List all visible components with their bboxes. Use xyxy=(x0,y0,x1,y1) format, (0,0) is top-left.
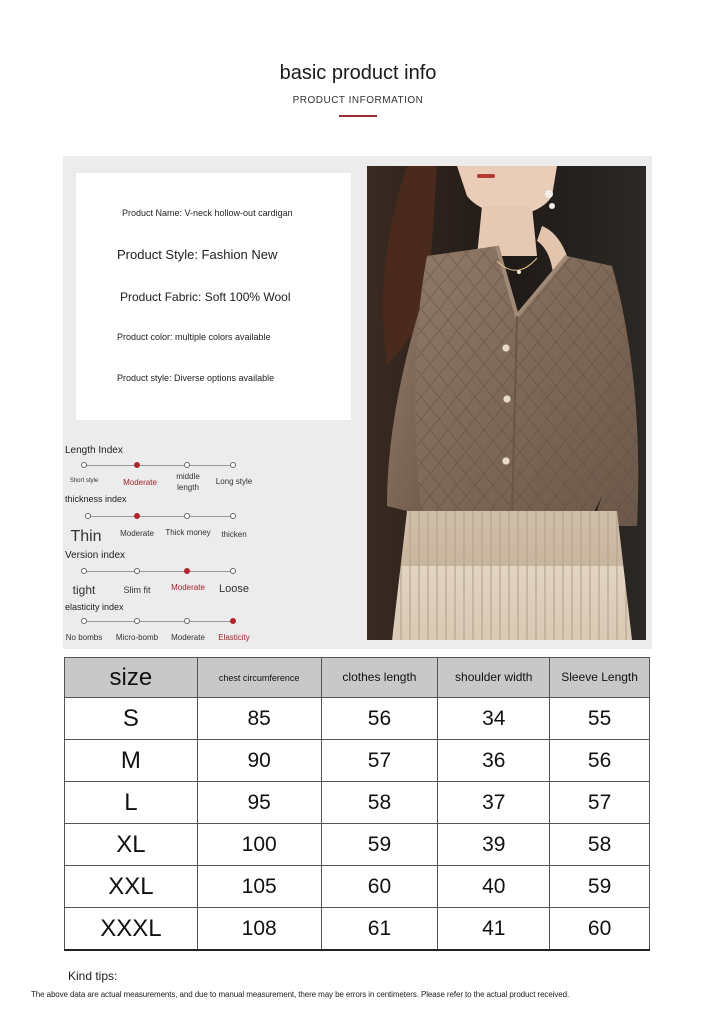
version-dot-4 xyxy=(230,568,236,574)
table-row xyxy=(65,740,650,782)
info-card xyxy=(76,173,351,420)
kind-tips-text: The above data are actual measurements, and due to manual measurement, there may be errors in centimeters. Please refer to the actual product received. xyxy=(31,990,570,999)
length-option-middle: middle length xyxy=(176,472,200,492)
elasticity-option-none: No bombs xyxy=(65,633,103,642)
elasticity-dot-2 xyxy=(134,618,140,624)
version-index-track xyxy=(84,571,233,572)
size-cell: L xyxy=(65,782,198,824)
header-sleeve-length: Sleeve Length xyxy=(550,658,650,698)
shoulder-cell: 39 xyxy=(438,824,550,866)
header-shoulder-width: shoulder width xyxy=(438,658,550,698)
version-dot-1 xyxy=(81,568,87,574)
length-cell: 58 xyxy=(321,782,438,824)
sleeve-cell: 55 xyxy=(550,698,650,740)
thickness-dot-1 xyxy=(85,513,91,519)
sleeve-cell: 58 xyxy=(550,824,650,866)
header-clothes-length: clothes length xyxy=(321,658,438,698)
chest-cell: 95 xyxy=(197,782,321,824)
shoulder-cell: 37 xyxy=(438,782,550,824)
size-cell: XXL xyxy=(65,866,198,908)
version-index-label: Version index xyxy=(65,550,126,561)
elasticity-option-elasticity: Elasticity xyxy=(218,633,250,642)
elasticity-option-moderate: Moderate xyxy=(171,633,205,642)
length-option-long: Long style xyxy=(215,477,253,486)
version-option-slim: Slim fit xyxy=(123,585,151,595)
version-dot-2 xyxy=(134,568,140,574)
length-index-label: Length Index xyxy=(65,445,123,456)
length-cell: 59 xyxy=(321,824,438,866)
shoulder-cell: 40 xyxy=(438,866,550,908)
elasticity-dot-4 xyxy=(230,618,236,624)
length-index-track xyxy=(84,465,233,466)
size-cell: M xyxy=(65,740,198,782)
sleeve-cell: 60 xyxy=(550,908,650,951)
length-cell: 61 xyxy=(321,908,438,951)
shoulder-cell: 34 xyxy=(438,698,550,740)
version-option-loose: Loose xyxy=(219,583,249,595)
sleeve-cell: 59 xyxy=(550,866,650,908)
version-option-moderate: Moderate xyxy=(171,583,205,592)
product-photo xyxy=(367,166,646,640)
length-option-moderate: Moderate xyxy=(123,478,157,487)
thickness-option-moderate: Moderate xyxy=(120,529,154,538)
page-subtitle: PRODUCT INFORMATION xyxy=(292,95,424,106)
elasticity-index-label: elasticity index xyxy=(65,602,124,612)
length-cell: 60 xyxy=(321,866,438,908)
thickness-option-thicken: thicken xyxy=(221,530,247,539)
chest-cell: 100 xyxy=(197,824,321,866)
length-dot-4 xyxy=(230,462,236,468)
thickness-dot-2 xyxy=(134,513,140,519)
elasticity-option-micro: Micro-bomb xyxy=(115,633,159,642)
chest-cell: 108 xyxy=(197,908,321,951)
kind-tips-title: Kind tips: xyxy=(68,969,118,983)
thickness-dot-4 xyxy=(230,513,236,519)
length-dot-1 xyxy=(81,462,87,468)
table-row xyxy=(65,782,650,824)
table-row xyxy=(65,698,650,740)
size-chart-table xyxy=(64,657,650,951)
length-dot-3 xyxy=(184,462,190,468)
thickness-option-thin: Thin xyxy=(70,528,102,545)
chest-cell: 105 xyxy=(197,866,321,908)
length-cell: 56 xyxy=(321,698,438,740)
header-size: size xyxy=(65,658,198,698)
product-name: Product Name: V-neck hollow-out cardigan xyxy=(122,208,293,218)
product-style-options: Product style: Diverse options available xyxy=(117,373,275,383)
size-cell: S xyxy=(65,698,198,740)
elasticity-index-track xyxy=(84,621,233,622)
table-row xyxy=(65,866,650,908)
product-fabric: Product Fabric: Soft 100% Wool xyxy=(120,290,291,304)
shoulder-cell: 36 xyxy=(438,740,550,782)
product-style: Product Style: Fashion New xyxy=(117,247,278,262)
thickness-index-track xyxy=(88,516,233,517)
length-cell: 57 xyxy=(321,740,438,782)
sleeve-cell: 56 xyxy=(550,740,650,782)
thickness-option-thick: Thick money xyxy=(165,528,211,537)
thickness-index-label: thickness index xyxy=(65,494,127,504)
size-cell: XXXL xyxy=(65,908,198,951)
thickness-dot-3 xyxy=(184,513,190,519)
title-divider xyxy=(339,115,377,117)
elasticity-dot-3 xyxy=(184,618,190,624)
elasticity-dot-1 xyxy=(81,618,87,624)
page-title: basic product info xyxy=(279,62,437,84)
version-option-tight: tight xyxy=(72,583,96,597)
length-dot-2 xyxy=(134,462,140,468)
product-color: Product color: multiple colors available xyxy=(117,332,271,342)
table-row xyxy=(65,908,650,951)
sleeve-cell: 57 xyxy=(550,782,650,824)
size-table-header xyxy=(65,658,650,698)
length-option-short: Short style xyxy=(69,478,99,484)
size-cell: XL xyxy=(65,824,198,866)
version-dot-3 xyxy=(184,568,190,574)
table-row xyxy=(65,824,650,866)
chest-cell: 85 xyxy=(197,698,321,740)
shoulder-cell: 41 xyxy=(438,908,550,951)
chest-cell: 90 xyxy=(197,740,321,782)
header-chest: chest circumference xyxy=(197,658,321,698)
